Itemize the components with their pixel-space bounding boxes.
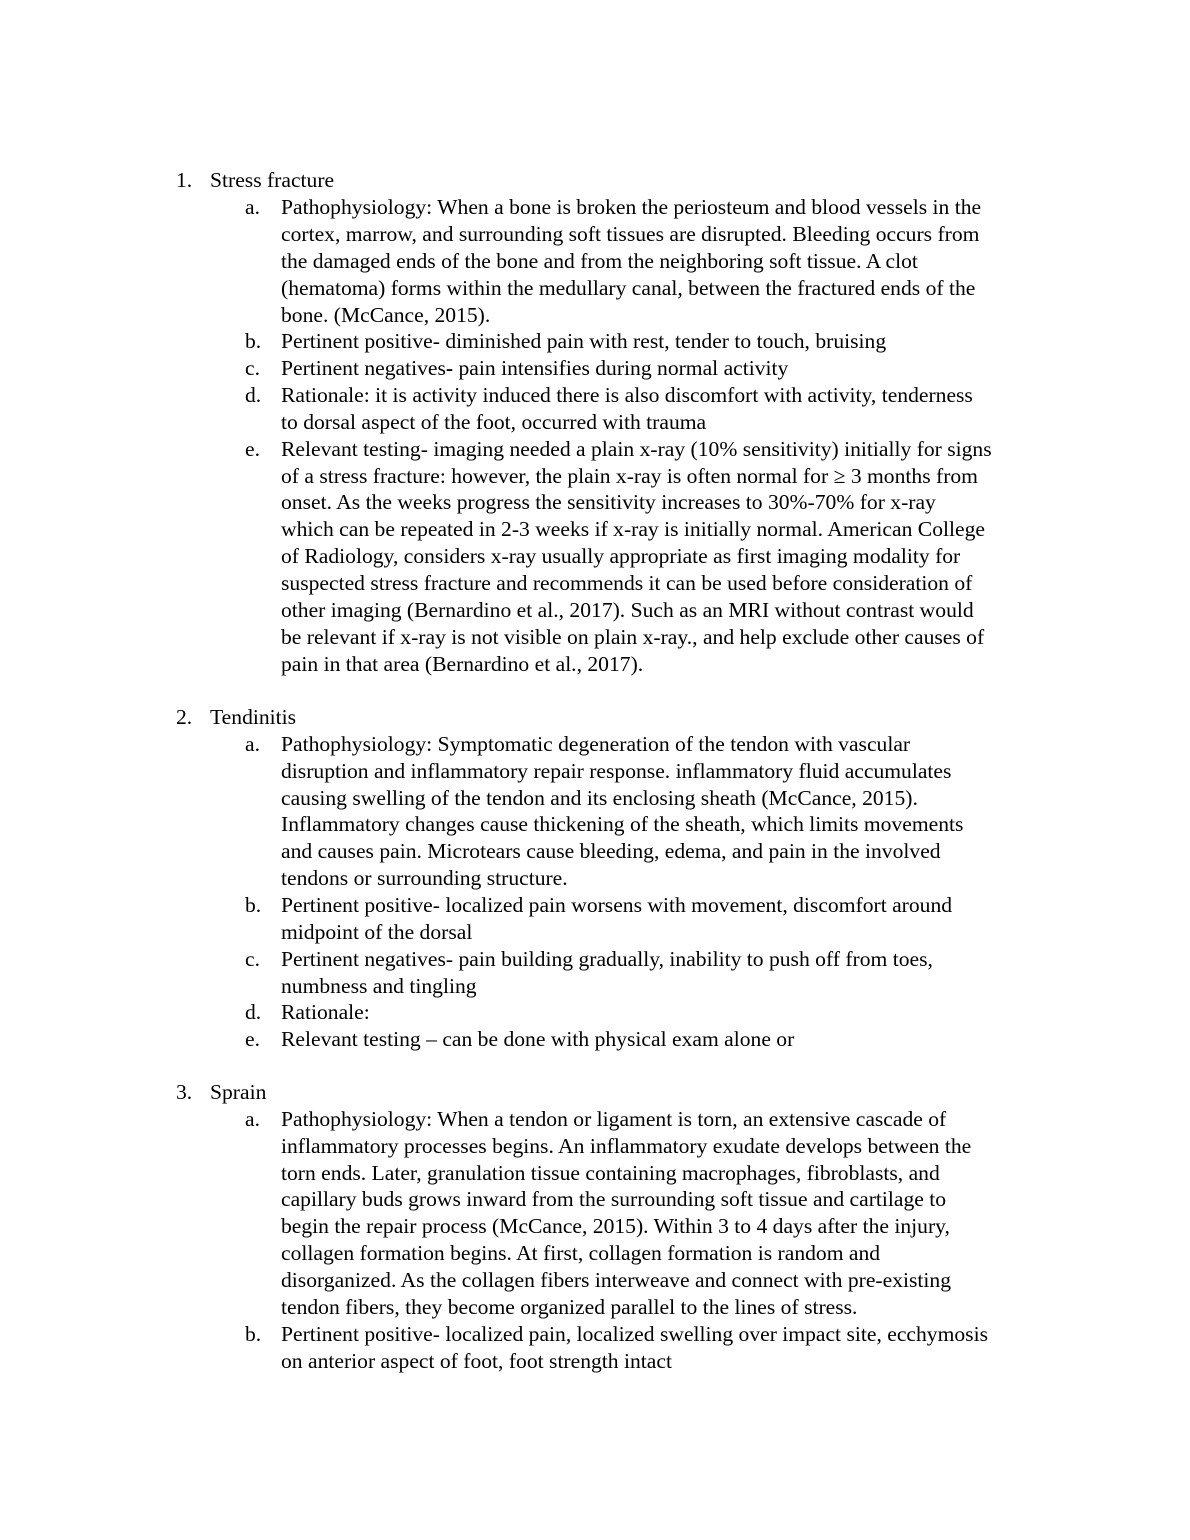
item-letter: b. bbox=[245, 1322, 262, 1346]
item-letter: c. bbox=[245, 947, 260, 971]
item-text-line: which can be repeated in 2-3 weeks if x-ray is initially normal. American College bbox=[281, 517, 985, 541]
section-title: Stress fracture bbox=[210, 168, 335, 192]
item-text-line: be relevant if x-ray is not visible on plain x-ray., and help exclude other causes of bbox=[281, 625, 985, 649]
item-text-line: begin the repair process (McCance, 2015). Within 3 to 4 days after the injury, bbox=[281, 1214, 950, 1238]
section-title: Tendinitis bbox=[210, 705, 297, 729]
item-text-line: midpoint of the dorsal bbox=[281, 920, 473, 944]
section-number: 2. bbox=[176, 705, 193, 729]
item-letter: d. bbox=[245, 1000, 262, 1024]
item-text-line: (hematoma) forms within the medullary canal, between the fractured ends of the bbox=[281, 276, 976, 300]
item-prefix: Pertinent negatives bbox=[281, 356, 446, 380]
item-text-line: Pertinent positive- localized pain worsens with movement, discomfort around bbox=[281, 893, 953, 917]
item-text-line: numbness and tingling bbox=[281, 974, 477, 998]
item-text-line: onset. As the weeks progress the sensitivity increases to 30%-70% for x-ray bbox=[281, 490, 936, 514]
section-number: 3. bbox=[176, 1080, 193, 1104]
item-text-line: other imaging (Bernardino et al., 2017). Such as an MRI without contrast would bbox=[281, 598, 974, 622]
item-text-line: Relevant testing- imaging needed a plain x-ray (10% sensitivity) initially for signs bbox=[281, 437, 992, 461]
item-letter: c. bbox=[245, 356, 260, 380]
item-text-line: on anterior aspect of foot, foot strength intact bbox=[281, 1349, 672, 1373]
item-text-line: Pertinent positive- localized pain, localized swelling over impact site, ecchymosis bbox=[281, 1322, 988, 1346]
item-text-line: capillary buds grows inward from the surrounding soft tissue and cartilage to bbox=[281, 1187, 947, 1211]
item-text-line: pain in that area (Bernardino et al., 2017). bbox=[281, 652, 644, 676]
item-text-line: Pertinent positive- diminished pain with rest, tender to touch, bruising bbox=[281, 329, 887, 353]
item-text-line: collagen formation begins. At first, collagen formation is random and bbox=[281, 1241, 881, 1265]
item-text-line: Rationale: bbox=[281, 1000, 370, 1024]
item-text-line: torn ends. Later, granulation tissue containing macrophages, fibroblasts, and bbox=[281, 1161, 940, 1185]
item-letter: a. bbox=[245, 732, 260, 756]
item-rest: pain intensifies during normal activity bbox=[453, 356, 789, 380]
item-text-line: disruption and inflammatory repair response. inflammatory fluid accumulates bbox=[281, 759, 952, 783]
item-letter: d. bbox=[245, 383, 262, 407]
item-text-line: of a stress fracture: however, the plain x-ray is often normal for ≥ 3 months from bbox=[281, 464, 978, 488]
section-title: Sprain bbox=[210, 1080, 267, 1104]
item-letter: a. bbox=[245, 1107, 260, 1131]
item-text-line: to dorsal aspect of the foot, occurred with trauma bbox=[281, 410, 707, 434]
item-text-line: causing swelling of the tendon and its enclosing sheath (McCance, 2015). bbox=[281, 786, 918, 810]
item-letter: e. bbox=[245, 1027, 260, 1051]
item-text-line: inflammatory processes begins. An inflammatory exudate develops between the bbox=[281, 1134, 972, 1158]
bold-dash: - bbox=[445, 356, 454, 380]
item-text-line: disorganized. As the collagen fibers interweave and connect with pre-existing bbox=[281, 1268, 951, 1292]
item-text-line: Pathophysiology: Symptomatic degeneration of the tendon with vascular bbox=[281, 732, 911, 756]
item-letter: e. bbox=[245, 437, 260, 461]
item-text-line: Relevant testing – can be done with physical exam alone or bbox=[281, 1027, 795, 1051]
item-text-line: Pertinent negatives- pain building gradually, inability to push off from toes, bbox=[281, 947, 933, 971]
item-text-line: Pathophysiology: When a tendon or ligament is torn, an extensive cascade of bbox=[281, 1107, 947, 1131]
item-letter: a. bbox=[245, 195, 260, 219]
item-text-line: Pathophysiology: When a bone is broken the periosteum and blood vessels in the bbox=[281, 195, 982, 219]
item-text-line: and causes pain. Microtears cause bleeding, edema, and pain in the involved bbox=[281, 839, 941, 863]
item-letter: b. bbox=[245, 893, 262, 917]
item-letter: b. bbox=[245, 329, 262, 353]
item-text-line: suspected stress fracture and recommends it can be used before consideration of bbox=[281, 571, 973, 595]
section-number: 1. bbox=[176, 168, 193, 192]
item-text-line: tendon fibers, they become organized parallel to the lines of stress. bbox=[281, 1295, 858, 1319]
item-text-line: of Radiology, considers x-ray usually appropriate as first imaging modality for bbox=[281, 544, 961, 568]
item-text-line: bone. (McCance, 2015). bbox=[281, 303, 491, 327]
item-text-line: Inflammatory changes cause thickening of the sheath, which limits movements bbox=[281, 812, 964, 836]
item-text-line bbox=[281, 355, 788, 382]
item-text-line: cortex, marrow, and surrounding soft tissues are disrupted. Bleeding occurs from bbox=[281, 222, 980, 246]
item-text-line: Rationale: it is activity induced there is also discomfort with activity, tenderness bbox=[281, 383, 973, 407]
item-text-line: tendons or surrounding structure. bbox=[281, 866, 568, 890]
item-text-line: the damaged ends of the bone and from the neighboring soft tissue. A clot bbox=[281, 249, 918, 273]
